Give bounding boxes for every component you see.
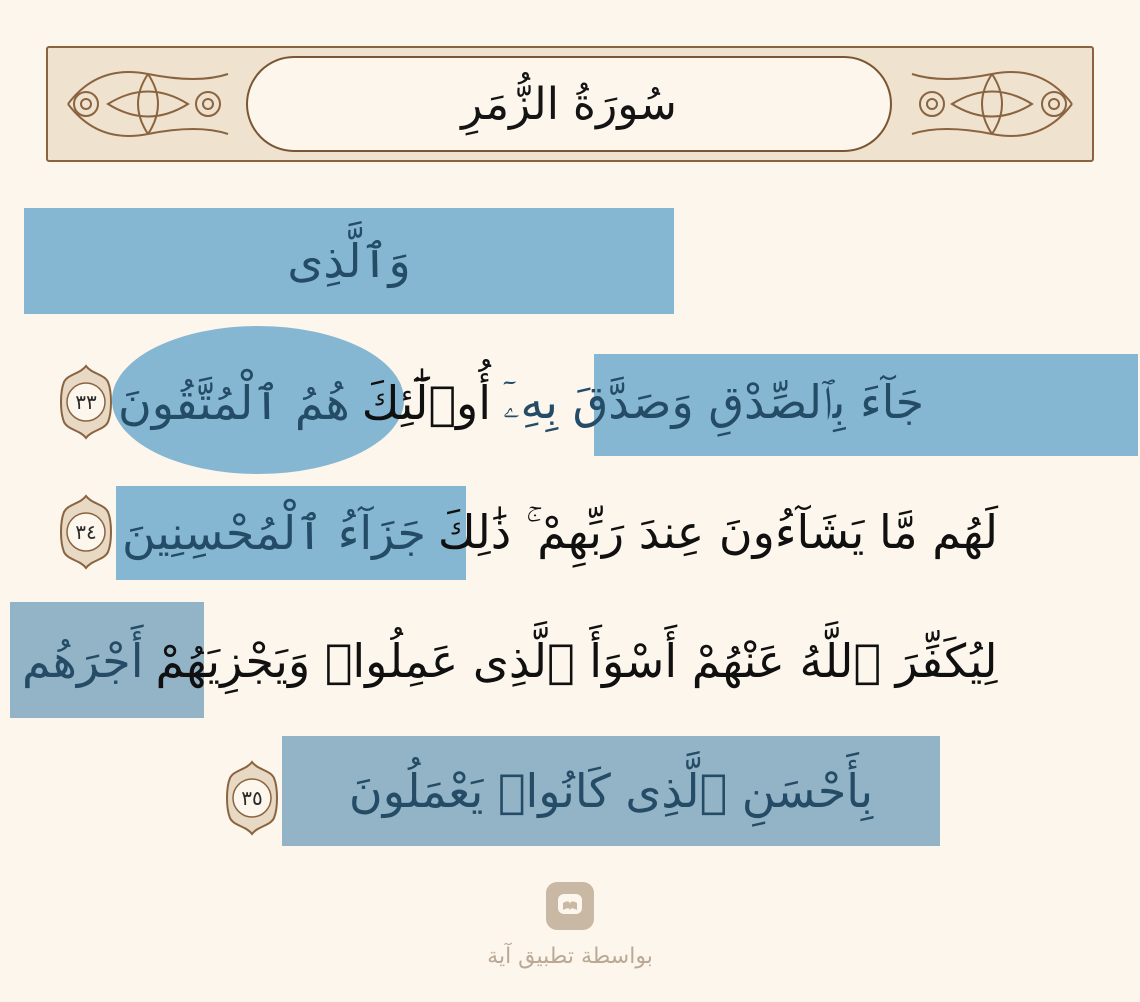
- ayah-number: ٣٣: [75, 390, 97, 414]
- verse-segment[interactable]: هُمُ ٱلْمُتَّقُونَ: [118, 376, 350, 430]
- verse-line: [112, 358, 1132, 448]
- verse-line: [282, 746, 940, 836]
- verse-segment[interactable]: جَآءَ بِٱلصِّدْقِ وَصَدَّقَ بِهِۦٓ: [503, 375, 925, 429]
- surah-header-frame: [46, 46, 1094, 162]
- ayah-number: ٣٥: [241, 786, 263, 810]
- open-book-icon: [554, 892, 586, 920]
- footer-attribution: بواسطة تطبيق آية: [487, 944, 653, 969]
- ayah-marker[interactable]: [224, 760, 280, 836]
- verse-line: [16, 616, 1132, 706]
- surah-title: سُورَةُ الزُّمَرِ: [461, 78, 677, 130]
- ayah-marker[interactable]: [58, 494, 114, 570]
- verse-segment[interactable]: لِيُكَفِّرَ ٱللَّهُ عَنْهُمْ أَسْوَأَ ٱلَّذِى عَمِلُوا۟ وَيَجْزِيَهُمْ: [155, 634, 998, 688]
- verse-line: [24, 216, 674, 306]
- verse-line: [116, 488, 1132, 578]
- ayah-marker[interactable]: [58, 364, 114, 440]
- surah-cartouche: [246, 56, 892, 152]
- ayah-number: ٣٤: [75, 520, 97, 544]
- verse-segment[interactable]: بِأَحْسَنِ ٱلَّذِى كَانُوا۟ يَعْمَلُونَ: [348, 764, 874, 818]
- verse-segment[interactable]: جَزَآءُ ٱلْمُحْسِنِينَ: [122, 506, 426, 560]
- verse-segment[interactable]: أَجْرَهُم: [22, 634, 144, 688]
- verse-segment[interactable]: أُو۟لَٰٓئِكَ: [361, 376, 492, 430]
- verse-word[interactable]: وَٱلَّذِى: [287, 234, 411, 288]
- app-logo[interactable]: [546, 882, 594, 930]
- verse-segment[interactable]: لَهُم مَّا يَشَآءُونَ عِندَ رَبِّهِمْ ۚ ذَٰلِكَ: [437, 505, 999, 559]
- left-ornament-icon: [58, 54, 238, 154]
- right-ornament-icon: [902, 54, 1082, 154]
